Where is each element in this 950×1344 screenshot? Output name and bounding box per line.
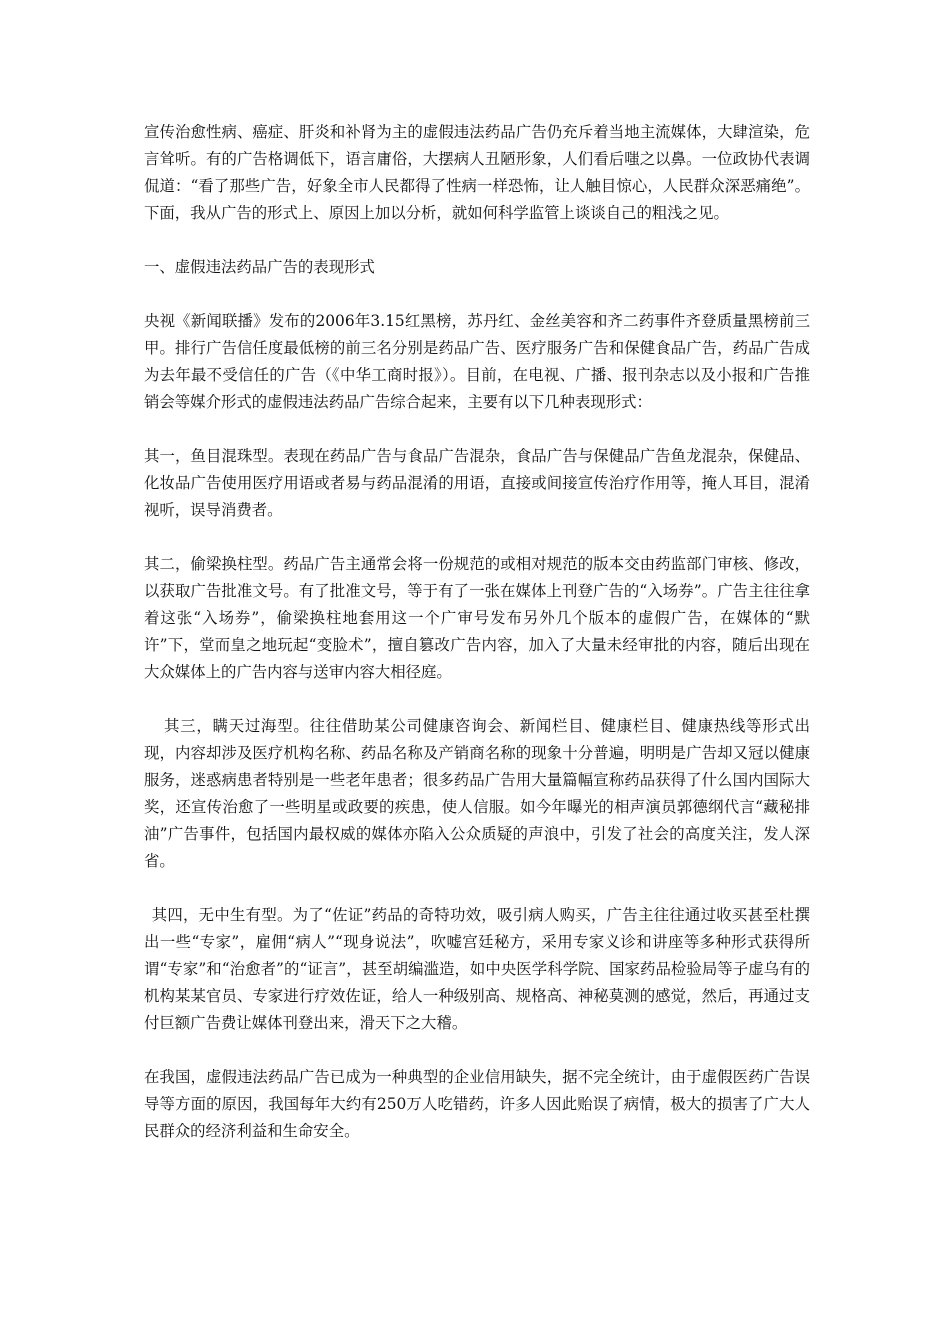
section-heading: 一、虚假违法药品广告的表现形式 xyxy=(144,258,375,276)
paragraph-type-three: 其三，瞒天过海型。往往借助某公司健康咨询会、新闻栏目、健康栏目、健康热线等形式出现，内容却涉及医疗机构名称、药品名称及产销商名称的现象十分普遍，明明是广告却又冠以健康服务，迷惑病患者特别是一些老年患者；很多药品广告用大量篇幅宣称药品获得了什么国内国际大奖，还宣传治愈了一些明星或政要的疾患，使人信服。如今年曝光的相声演员郭德纲代言“藏秘排油”广告事件，包括国内最权威的媒体亦陷入公众质疑的声浪中，引发了社会的高度关注，发人深省。 xyxy=(144,717,810,870)
paragraph-conclusion: 在我国，虚假违法药品广告已成为一种典型的企业信用缺失，据不完全统计，由于虚假医药广告误导等方面的原因，我国每年大约有250万人吃错药，许多人因此贻误了病情，极大的损害了广大人民群众的经济利益和生命安全。 xyxy=(144,1068,810,1140)
paragraph-type-one: 其一，鱼目混珠型。表现在药品广告与食品广告混杂，食品广告与保健品广告鱼龙混杂，保健品、化妆品广告使用医疗用语或者易与药品混淆的用语，直接或间接宣传治疗作用等，掩人耳目，混淆视听，误导消费者。 xyxy=(144,447,810,519)
paragraph-cctv-ranking: 央视《新闻联播》发布的2006年3.15红黑榜，苏丹红、金丝美容和齐二药事件齐登质量黑榜前三甲。排行广告信任度最低榜的前三名分别是药品广告、医疗服务广告和保健食品广告，药品广告成为去年最不受信任的广告（《中华工商时报》）。目前，在电视、广播、报刊杂志以及小报和广告推销会等媒介形式的虚假违法药品广告综合起来，主要有以下几种表现形式： xyxy=(144,312,810,411)
paragraph-type-two: 其二，偷梁换柱型。药品广告主通常会将一份规范的或相对规范的版本交由药监部门审核、修改，以获取广告批准文号。有了批准文号，等于有了一张在媒体上刊登广告的“入场券”。广告主往往拿着这张“入场券”，偷梁换柱地套用这一个广审号发布另外几个版本的虚假广告，在媒体的“默许”下，堂而皇之地玩起“变脸术”，擅自篡改广告内容，加入了大量未经审批的内容，随后出现在大众媒体上的广告内容与送审内容大相径庭。 xyxy=(144,555,810,681)
intro-paragraph: 宣传治愈性病、癌症、肝炎和补肾为主的虚假违法药品广告仍充斥着当地主流媒体，大肆渲染，危言耸听。有的广告格调低下，语言庸俗，大摆病人丑陋形象，人们看后嗤之以鼻。一位政协代表调侃道：“看了那些广告，好象全市人民都得了性病一样恐怖，让人触目惊心，人民群众深恶痛绝”。下面，我从广告的形式上、原因上加以分析，就如何科学监管上谈谈自己的粗浅之见。 xyxy=(144,123,810,222)
paragraph-type-four: 其四，无中生有型。为了“佐证”药品的奇特功效，吸引病人购买，广告主往往通过收买甚至杜撰出一些“专家”，雇佣“病人”“现身说法”，吹嘘宫廷秘方，采用专家义诊和讲座等多种形式获得所谓“专家”和“治愈者”的“证言”，甚至胡编滥造，如中央医学科学院、国家药品检验局等子虚乌有的机构某某官员、专家进行疗效佐证，给人一种级别高、规格高、神秘莫测的感觉，然后，再通过支付巨额广告费让媒体刊登出来，滑天下之大稽。 xyxy=(144,906,810,1032)
document-page xyxy=(144,119,810,1172)
